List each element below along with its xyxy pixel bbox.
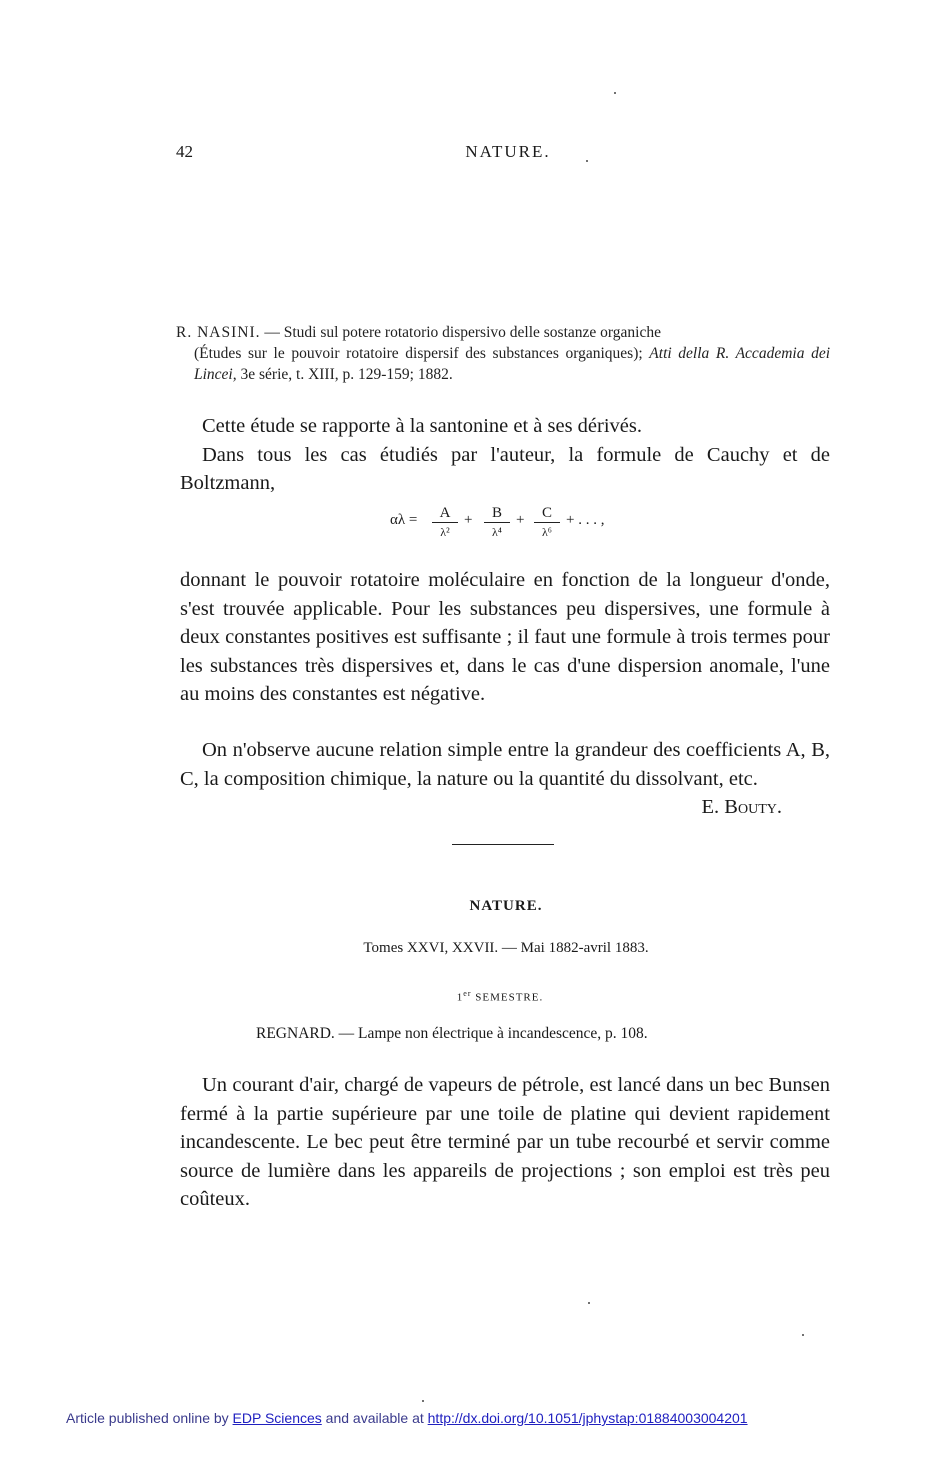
- section-entry: REGNARD. — Lampe non électrique à incandescence, p. 108.: [256, 1025, 648, 1042]
- formula-term-a: A λ²: [432, 504, 458, 541]
- scan-speck: [802, 1334, 804, 1336]
- formula-op1: +: [464, 512, 473, 528]
- publisher-link[interactable]: EDP Sciences: [232, 1410, 322, 1426]
- scan-speck: [614, 92, 616, 94]
- reference-dash: —: [264, 324, 280, 341]
- formula-term-c: C λ⁶: [534, 504, 560, 541]
- semester-label: 1er SEMESTRE.: [456, 989, 544, 1004]
- section-divider: [452, 844, 554, 845]
- running-title: NATURE.: [465, 142, 551, 161]
- article1-intro: [180, 412, 830, 498]
- scan-speck: [586, 160, 588, 162]
- reference-title-french: (Études sur le pouvoir rotatoire dispersif des substances organiques);: [194, 345, 643, 362]
- article1-para2-rest: donnant le pouvoir rotatoire moléculaire en fonction de la longueur d'onde, s'est trouvée applicable. Pour les substances peu dispersives, une formule à deux constantes positives est suffisante ; il faut une formule à trois termes pour les substances très dispersives et, dans le cas d'une dispersion anomale, l'une au moins des constantes est négative.: [180, 569, 830, 705]
- page-number: 42: [176, 142, 193, 161]
- reference-title-italian: Studi sul potere rotatorio dispersivo delle sostanze organiche: [283, 324, 661, 341]
- reference-author: R. NASINI.: [176, 324, 261, 341]
- doi-link[interactable]: http://dx.doi.org/10.1051/jphystap:01884003004201: [427, 1410, 748, 1426]
- footer-middle: and available at: [325, 1410, 424, 1426]
- reference-details: 3e série, t. XIII, p. 129-159; 1882.: [240, 366, 453, 383]
- formula-lhs: αλ =: [390, 512, 418, 528]
- bibliographic-reference: [176, 322, 830, 385]
- formula-tail: + . . . ,: [566, 512, 605, 528]
- cauchy-formula: [390, 500, 630, 546]
- scan-speck: [422, 1400, 424, 1402]
- publication-footer: [66, 1410, 748, 1426]
- article2-para: Un courant d'air, chargé de vapeurs de pétrole, est lancé dans un bec Bunsen fermé à la partie supérieure par une toile de platine qui devient rapidement incandescente. Le bec peut être terminé par un tube recourbé et servir comme source de lumière dans les appareils de projections ; son emploi est très peu coûteux.: [180, 1074, 830, 1210]
- author-signature: E. Bouty.: [701, 796, 782, 818]
- article1-para1: Cette étude se rapporte à la santonine et à ses dérivés.: [202, 415, 643, 437]
- reference-journal: Atti della R. Accademia dei Lincei,: [194, 345, 830, 383]
- article1-para3-block: [180, 736, 830, 822]
- formula-op2: +: [516, 512, 525, 528]
- section-title: NATURE.: [469, 898, 543, 914]
- formula-term-b: B λ⁴: [484, 504, 510, 541]
- section-subtitle: Tomes XXVI, XXVII. — Mai 1882-avril 1883.: [363, 940, 649, 956]
- scan-speck: [588, 1302, 590, 1304]
- article2-body: [180, 1071, 830, 1214]
- article1-para2-lead: Dans tous les cas étudiés par l'auteur, la formule de Cauchy et de Boltzmann,: [180, 443, 830, 494]
- footer-prefix: Article published online by: [66, 1410, 229, 1426]
- article1-para3: On n'observe aucune relation simple entre la grandeur des coefficients A, B, C, la composition chimique, la nature ou la quantité du dissolvant, etc.: [180, 739, 830, 790]
